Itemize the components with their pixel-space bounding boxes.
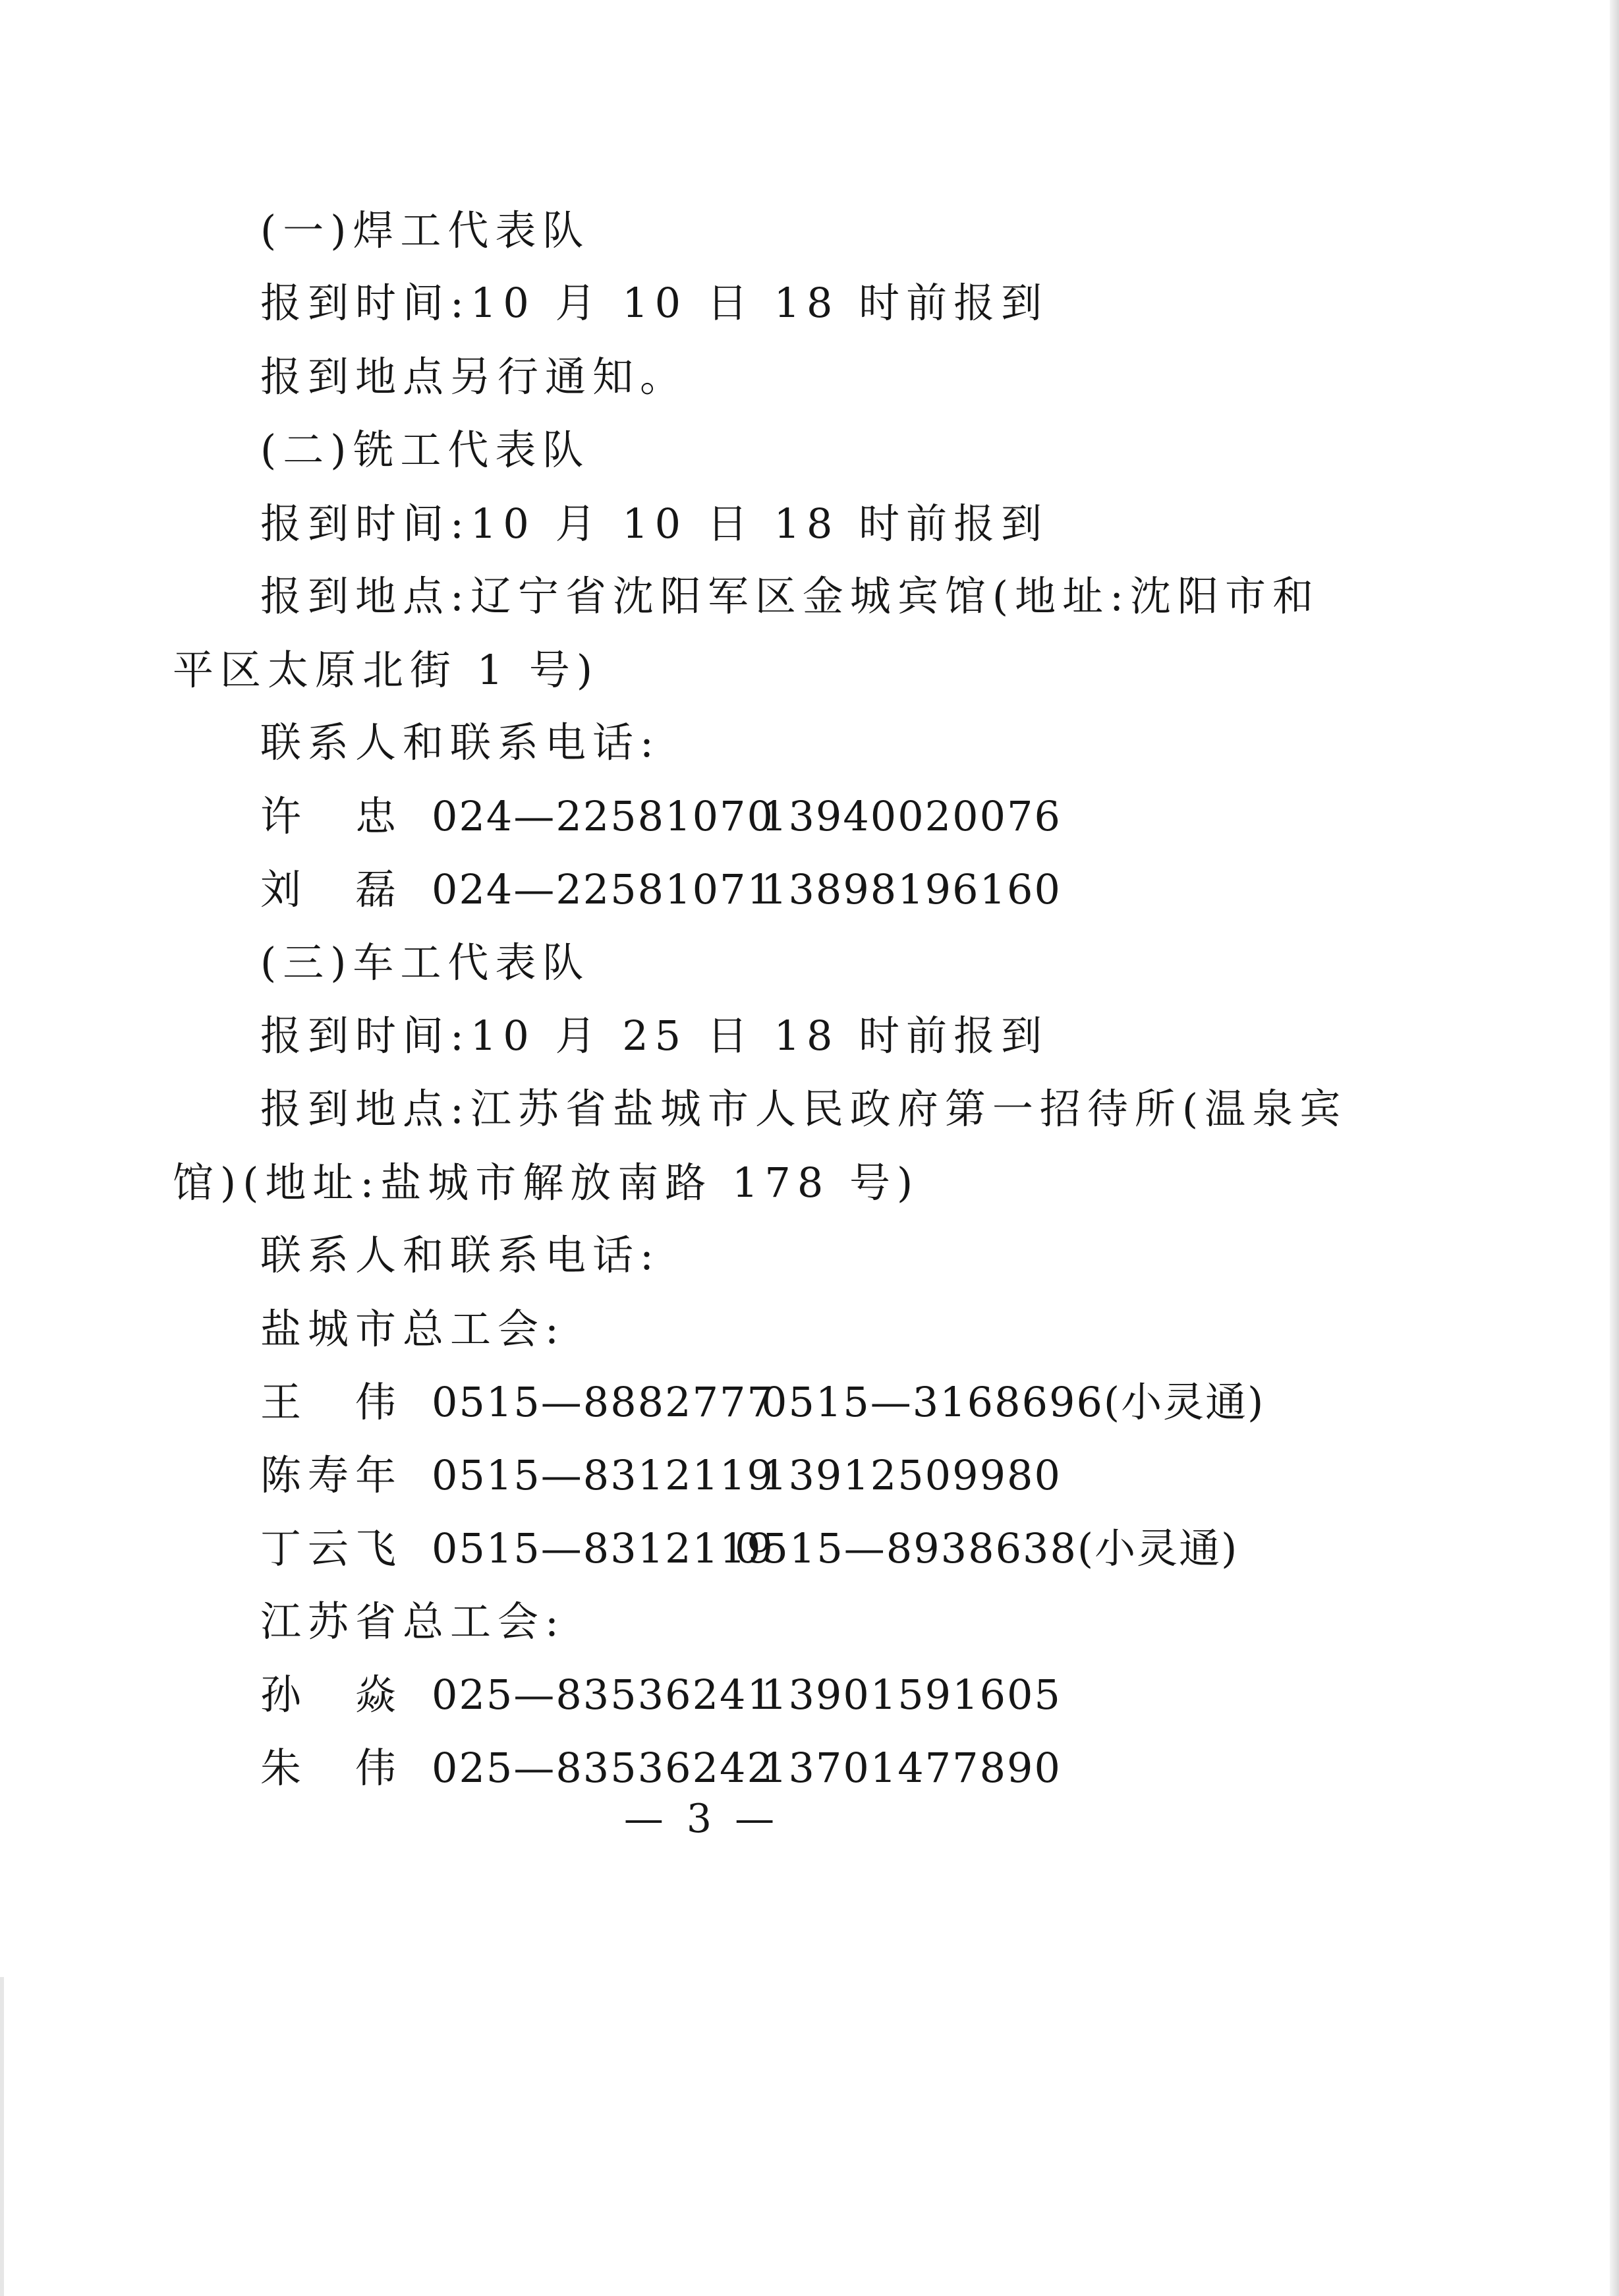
contact-row xyxy=(260,867,1062,913)
contact-name: 朱 伟 xyxy=(260,1744,403,1792)
contact-phone: 0515—8312119 xyxy=(432,1524,774,1572)
section-heading-milling: (二)铣工代表队 xyxy=(260,426,590,474)
contact-row xyxy=(260,1672,1062,1718)
contact-row xyxy=(260,1452,1062,1499)
contact-row xyxy=(260,1379,1264,1425)
report-place-milling-continued: 平区太原北街 1 号) xyxy=(173,646,600,694)
contact-name: 王 伟 xyxy=(260,1378,403,1426)
contact-mobile: 0515—8938638(小灵通) xyxy=(735,1524,1239,1572)
contact-mobile: 0515—3168696(小灵通) xyxy=(761,1378,1265,1426)
contact-mobile: 13901591605 xyxy=(761,1671,1062,1719)
report-place-turning: 报到地点:江苏省盐城市人民政府第一招待所(温泉宾 xyxy=(260,1085,1348,1133)
report-time-milling: 报到时间:10 月 10 日 18 时前报到 xyxy=(260,500,1049,548)
scan-edge-shadow xyxy=(1610,0,1619,2296)
contact-heading-milling: 联系人和联系电话: xyxy=(260,718,660,766)
section-heading-turning: (三)车工代表队 xyxy=(260,938,590,987)
contact-mobile: 13912509980 xyxy=(761,1451,1062,1499)
scan-edge-mark xyxy=(0,1977,4,2296)
org-heading-yancheng: 盐城市总工会: xyxy=(260,1305,565,1353)
contact-name: 陈寿年 xyxy=(260,1451,403,1499)
contact-name: 丁云飞 xyxy=(260,1524,403,1572)
contact-heading-turning: 联系人和联系电话: xyxy=(260,1231,660,1279)
contact-phone: 024—22581071 xyxy=(432,865,774,913)
org-heading-jiangsu: 江苏省总工会: xyxy=(260,1597,565,1646)
contact-name: 孙 焱 xyxy=(260,1671,403,1719)
contact-phone: 0515—8312119 xyxy=(432,1451,774,1499)
contact-row xyxy=(260,793,1062,840)
contact-row xyxy=(260,1526,1238,1572)
section-heading-welding: (一)焊工代表队 xyxy=(260,206,590,254)
contact-row xyxy=(260,1745,1062,1791)
contact-phone: 025—83536242 xyxy=(432,1744,774,1792)
report-time-welding: 报到时间:10 月 10 日 18 时前报到 xyxy=(260,279,1049,327)
contact-mobile: 13701477890 xyxy=(761,1744,1062,1792)
page-number: — 3 — xyxy=(623,1796,780,1842)
contact-mobile: 13940020076 xyxy=(761,792,1062,840)
contact-phone: 0515—8882777 xyxy=(432,1378,774,1426)
report-place-welding: 报到地点另行通知。 xyxy=(260,353,688,401)
contact-name: 许 忠 xyxy=(260,792,403,840)
contact-phone: 025—83536241 xyxy=(432,1671,774,1719)
report-time-turning: 报到时间:10 月 25 日 18 时前报到 xyxy=(260,1012,1049,1060)
contact-phone: 024—22581070 xyxy=(432,792,774,840)
report-place-milling: 报到地点:辽宁省沈阳军区金城宾馆(地址:沈阳市和 xyxy=(260,572,1320,620)
report-place-turning-continued: 馆)(地址:盐城市解放南路 178 号) xyxy=(173,1159,920,1207)
contact-name: 刘 磊 xyxy=(260,865,403,913)
contact-mobile: 13898196160 xyxy=(761,865,1062,913)
